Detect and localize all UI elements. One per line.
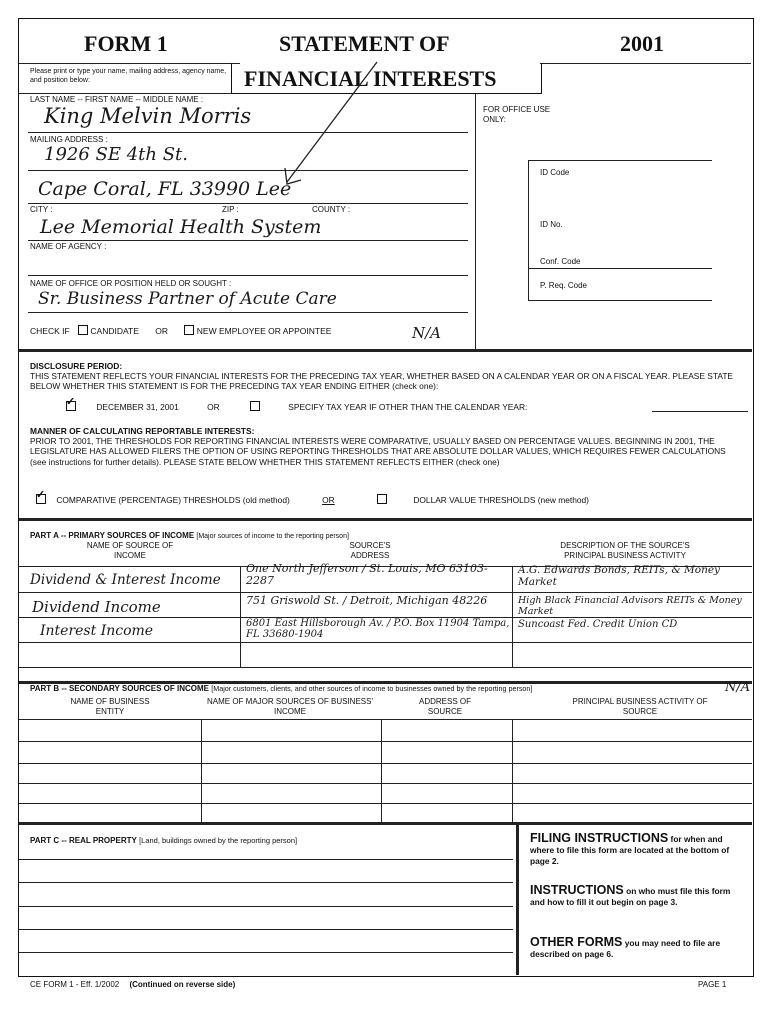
footer-form-id: CE FORM 1 - Eff. 1/2002	[30, 980, 120, 989]
name-value: King Melvin Morris	[44, 104, 252, 128]
part-a-row1-address: One North Jefferson / St. Louis, MO 63103-2287	[246, 562, 488, 587]
part-a-col-sep-1	[240, 566, 241, 667]
part-a-row2-desc: High Black Financial Advisors REITs & Money Market	[518, 595, 742, 617]
other-forms-block	[530, 937, 745, 960]
dollar-checkbox[interactable]	[377, 494, 387, 504]
part-b-col4-header: PRINCIPAL BUSINESS ACTIVITY OF SOURCE	[572, 697, 708, 716]
form-number: FORM 1	[84, 31, 168, 56]
disclosure-heading: DISCLOSURE PERIOD:	[30, 361, 123, 371]
footer-page: PAGE 1	[698, 980, 727, 989]
city-label: CITY :	[30, 205, 53, 214]
part-c-subheading: [Land, buildings owned by the reporting person]	[139, 836, 298, 845]
instructions-block	[530, 885, 745, 908]
part-a-row3-name: Interest Income	[40, 623, 154, 639]
period-options	[66, 396, 528, 412]
part-b-row-line-2	[19, 763, 752, 764]
office-label: NAME OF OFFICE OR POSITION HELD OR SOUGHT :	[30, 279, 232, 288]
county-label: COUNTY :	[312, 205, 351, 214]
part-a-row3-address: 6801 East Hillsborough Av. / P.O. Box 11904 Tampa, FL 33680-1904	[246, 618, 510, 640]
part-b-col1-header: NAME OF BUSINESS ENTITY	[70, 697, 150, 716]
id-code-label: ID Code	[540, 168, 570, 177]
check-if-label: CHECK IF	[30, 326, 70, 336]
part-a-col3-header: DESCRIPTION OF THE SOURCE'S PRINCIPAL BUSINESS ACTIVITY	[560, 541, 690, 560]
office-line	[28, 312, 468, 313]
address-value: 1926 SE 4th St.	[44, 144, 189, 165]
part-c-heading: PART C -- REAL PROPERTY	[30, 836, 137, 845]
part-c-line-2	[19, 882, 513, 883]
office-use-label: FOR OFFICE USE ONLY:	[483, 105, 551, 124]
part-b-row-line-1	[19, 741, 752, 742]
na-mark: N/A	[412, 324, 442, 342]
part-a-col-sep-2	[512, 566, 513, 667]
part-a-row3-desc: Suncoast Fed. Credit Union CD	[518, 619, 678, 630]
part-b-na-mark: N/A	[725, 680, 751, 695]
form-year: 2001	[620, 31, 664, 56]
check-if-row	[30, 325, 331, 336]
filing-instructions	[530, 833, 745, 867]
instructions-title: INSTRUCTIONS	[530, 883, 624, 897]
agency-line	[28, 240, 468, 241]
other-year-checkbox[interactable]	[250, 401, 260, 411]
title-line1: STATEMENT OF	[279, 31, 450, 56]
other-forms-text: you may need to file are described on page 6.	[530, 938, 721, 959]
agency-sep	[28, 275, 468, 276]
other-year-line	[652, 411, 748, 412]
candidate-label: CANDIDATE	[90, 326, 139, 336]
header-divider-right	[540, 63, 751, 64]
part-b-row-line-4	[19, 803, 752, 804]
manner-text: PRIOR TO 2001, THE THRESHOLDS FOR REPORTING FINANCIAL INTERESTS WERE COMPARATIVE, USUALLY BASED ON PERCENTAGE VALUES. BEGINNING IN 2001, THE LEGISLATURE HAS ALLOWED FILERS THE OPTION OF USING REPORTING THRESHOLDS THAT ARE ABSOLUTE DOLLAR VALUES, WHICH REQUIRES FEWER CALCULATIONS (see instructions for further details). PLEASE STATE BELOW WHETHER THIS STATEMENT REFLECTS EITHER (check one)	[30, 436, 726, 467]
part-b-subheading: [Major customers, clients, and other sources of income to businesses owned by the reporting person]	[211, 684, 533, 693]
part-b-row-line-3	[19, 783, 752, 784]
header-divider	[19, 63, 240, 64]
office-use-inner-border	[528, 160, 529, 300]
part-a-row1-name: Dividend & Interest Income	[30, 572, 221, 588]
part-c-line-5	[19, 952, 513, 953]
p-req-line	[528, 300, 712, 301]
manner-heading: MANNER OF CALCULATING REPORTABLE INTERESTS:	[30, 426, 255, 436]
city-line	[28, 203, 468, 204]
part-a-heading: PART A -- PRIMARY SOURCES OF INCOME	[30, 531, 195, 540]
footer-continued: (Continued on reverse side)	[129, 980, 236, 989]
print-note: Please print or type your name, mailing address, agency name, and position below:	[30, 68, 227, 84]
other-forms-title: OTHER FORMS	[530, 935, 623, 949]
pen-stroke-mark	[265, 60, 385, 190]
section-divider-1	[19, 349, 752, 352]
part-a-col1-header: NAME OF SOURCE OF INCOME	[86, 541, 174, 560]
comparative-checkbox[interactable]: ✓	[36, 494, 46, 504]
id-no-label: ID No.	[540, 220, 563, 229]
conf-line	[528, 268, 712, 269]
part-a-row-line-1	[19, 592, 752, 593]
instructions-divider	[516, 822, 519, 975]
part-c-line-4	[19, 929, 513, 930]
office-value: Sr. Business Partner of Acute Care	[38, 289, 337, 309]
footer-left	[30, 980, 235, 989]
office-use-top-line	[528, 160, 712, 161]
agency-value: Lee Memorial Health System	[40, 216, 322, 238]
part-b-title	[30, 684, 532, 694]
title-line2: FINANCIAL INTERESTS	[244, 66, 497, 91]
city-value: Cape Coral, FL 33990 Lee	[38, 178, 292, 200]
address-line	[28, 170, 468, 171]
part-a-row-line-3	[19, 642, 752, 643]
part-b-col3-header: ADDRESS OF SOURCE	[418, 697, 471, 716]
part-c-line-1	[19, 859, 513, 860]
name-line	[28, 132, 468, 133]
zip-label: ZIP :	[222, 205, 239, 214]
threshold-or: OR	[322, 495, 335, 505]
part-b-header-line	[19, 719, 752, 720]
p-req-code-label: P. Req. Code	[540, 281, 587, 290]
name-label: LAST NAME -- FIRST NAME -- MIDDLE NAME :	[30, 95, 204, 104]
disclosure-text: THIS STATEMENT REFLECTS YOUR FINANCIAL INTERESTS FOR THE PRECEDING TAX YEAR, WHETHER BASED ON A CALENDAR YEAR OR ON A FISCAL YEAR. PLEASE STATE BELOW WHETHER THIS STATEMENT IS FOR THE PRECEDING TAX YEAR ENDING EITHER (check one):	[30, 371, 734, 392]
print-note-line	[19, 93, 231, 94]
threshold-options	[36, 489, 589, 505]
section-divider-4	[19, 822, 752, 825]
part-b-col-sep-2	[381, 719, 382, 822]
dec31-checkbox[interactable]: ✓	[66, 401, 76, 411]
comparative-label: COMPARATIVE (PERCENTAGE) THRESHOLDS (old method)	[56, 495, 290, 505]
part-a-col2-header: SOURCE'S ADDRESS	[349, 541, 391, 560]
address-label: MAILING ADDRESS :	[30, 135, 108, 144]
part-c-title	[30, 836, 297, 846]
new-employee-label: NEW EMPLOYEE OR APPOINTEE	[196, 326, 332, 336]
part-a-row2-name: Dividend Income	[32, 598, 161, 616]
agency-label: NAME OF AGENCY :	[30, 242, 107, 251]
dec31-label: DECEMBER 31, 2001	[96, 402, 179, 412]
part-b-col-sep-1	[201, 719, 202, 822]
dollar-label: DOLLAR VALUE THRESHOLDS (new method)	[413, 495, 589, 505]
part-b-col2-header: NAME OF MAJOR SOURCES OF BUSINESS' INCOME	[207, 697, 373, 716]
part-a-row1-desc: A.G. Edwards Bonds, REITs, & Money Market	[518, 564, 720, 588]
section-divider-2	[19, 518, 752, 521]
other-year-label: SPECIFY TAX YEAR IF OTHER THAN THE CALENDAR YEAR:	[288, 402, 528, 412]
filing-text: for when and where to file this form are located at the bottom of page 2.	[530, 834, 730, 866]
new-employee-checkbox[interactable]	[184, 325, 194, 335]
or-label: OR	[155, 326, 169, 336]
part-c-line-3	[19, 906, 513, 907]
part-b-col-sep-3	[512, 719, 513, 822]
part-a-row2-address: 751 Griswold St. / Detroit, Michigan 48226	[246, 594, 488, 607]
office-use-divider	[475, 93, 476, 349]
candidate-checkbox[interactable]	[78, 325, 88, 335]
filing-title: FILING INSTRUCTIONS	[530, 831, 669, 845]
part-b-heading: PART B -- SECONDARY SOURCES OF INCOME	[30, 684, 209, 693]
part-a-row-line-4	[19, 667, 752, 668]
period-or: OR	[207, 402, 220, 412]
part-a-subheading: [Major sources of income to the reporting person]	[196, 533, 349, 540]
instructions-text: on who must file this form and how to fill it out begin on page 3.	[530, 886, 731, 907]
conf-code-label: Conf. Code	[540, 257, 581, 266]
